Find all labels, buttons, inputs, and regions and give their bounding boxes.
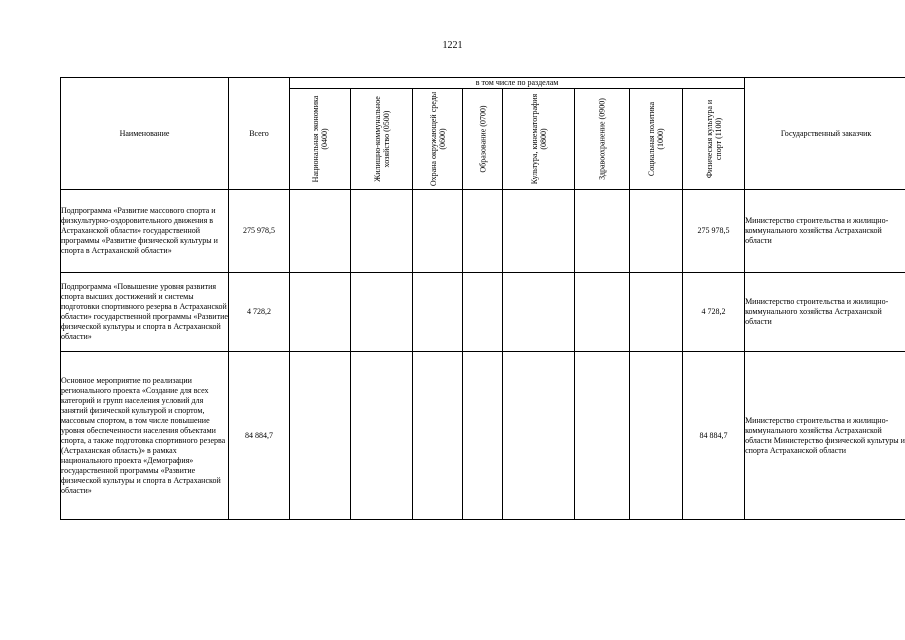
empty-cell [413, 190, 463, 273]
row-customer: Министерство строительства и жилищно-коммунального хозяйства Астраханской области [745, 273, 905, 352]
empty-cell [290, 190, 351, 273]
empty-cell [630, 190, 683, 273]
header-row-top [61, 78, 905, 89]
row-total: 275 978,5 [229, 190, 290, 273]
empty-cell [575, 352, 630, 520]
row-total: 4 728,2 [229, 273, 290, 352]
row-total: 84 884,7 [229, 352, 290, 520]
col-header-total: Всего [229, 78, 290, 190]
row-sport-value: 4 728,2 [683, 273, 745, 352]
empty-cell [575, 273, 630, 352]
table-row [61, 190, 905, 273]
empty-cell [630, 352, 683, 520]
col-header-section-0900: Здравоохранение (0900) [575, 89, 630, 190]
empty-cell [463, 190, 503, 273]
empty-cell [503, 273, 575, 352]
empty-cell [413, 352, 463, 520]
empty-cell [630, 273, 683, 352]
empty-cell [503, 190, 575, 273]
col-header-name: Наименование [61, 78, 229, 190]
empty-cell [290, 352, 351, 520]
col-header-section-0700: Образование (0700) [463, 89, 503, 190]
page-number: 1221 [442, 40, 463, 51]
col-header-section-0600: Охрана окружающей среды (0600) [413, 89, 463, 190]
budget-table [60, 77, 905, 520]
row-name: Подпрограмма «Повышение уровня развития спорта высших достижений и системы подготовки спортивного резерва в Астраханской области» государственной программы «Развитие физической культуры и спорта в Астраханской области» [61, 273, 229, 352]
col-header-sections-group: в том числе по разделам [290, 78, 745, 89]
col-header-section-1100: Физическая культура и спорт (1100) [683, 89, 745, 190]
empty-cell [351, 190, 413, 273]
empty-cell [503, 352, 575, 520]
col-header-section-0500: Жилищно-коммунальное хозяйство (0500) [351, 89, 413, 190]
row-sport-value: 275 978,5 [683, 190, 745, 273]
empty-cell [463, 352, 503, 520]
table-row [61, 352, 905, 520]
empty-cell [351, 352, 413, 520]
row-customer: Министерство строительства и жилищно-коммунального хозяйства Астраханской области Министерство физической культуры и спорта Астраханской области [745, 352, 905, 520]
row-name: Основное мероприятие по реализации регионального проекта «Создание для всех категорий и групп населения условий для занятий физической культурой и спортом, массовым спортом, в том числе повышение уровня обеспеченности населения объектами спорта, а также подготовка спортивного резерва (Астраханская область)» в рамках национального проекта «Демография» государственной программы «Развитие физической культуры и спорта в Астраханской области» [61, 352, 229, 520]
table-row [61, 273, 905, 352]
col-header-section-1000: Социальная политика (1000) [630, 89, 683, 190]
row-name: Подпрограмма «Развитие массового спорта и физкультурно-оздоровительного движения в Астраханской области» государственной программы «Развитие физической культуры и спорта в Астраханской области» [61, 190, 229, 273]
empty-cell [413, 273, 463, 352]
empty-cell [463, 273, 503, 352]
empty-cell [290, 273, 351, 352]
row-sport-value: 84 884,7 [683, 352, 745, 520]
empty-cell [575, 190, 630, 273]
col-header-section-0400: Национальная экономика (0400) [290, 89, 351, 190]
col-header-customer: Государственный заказчик [745, 78, 905, 190]
row-customer: Министерство строительства и жилищно-коммунального хозяйства Астраханской области [745, 190, 905, 273]
col-header-section-0800: Культура, кинематография (0800) [503, 89, 575, 190]
empty-cell [351, 273, 413, 352]
